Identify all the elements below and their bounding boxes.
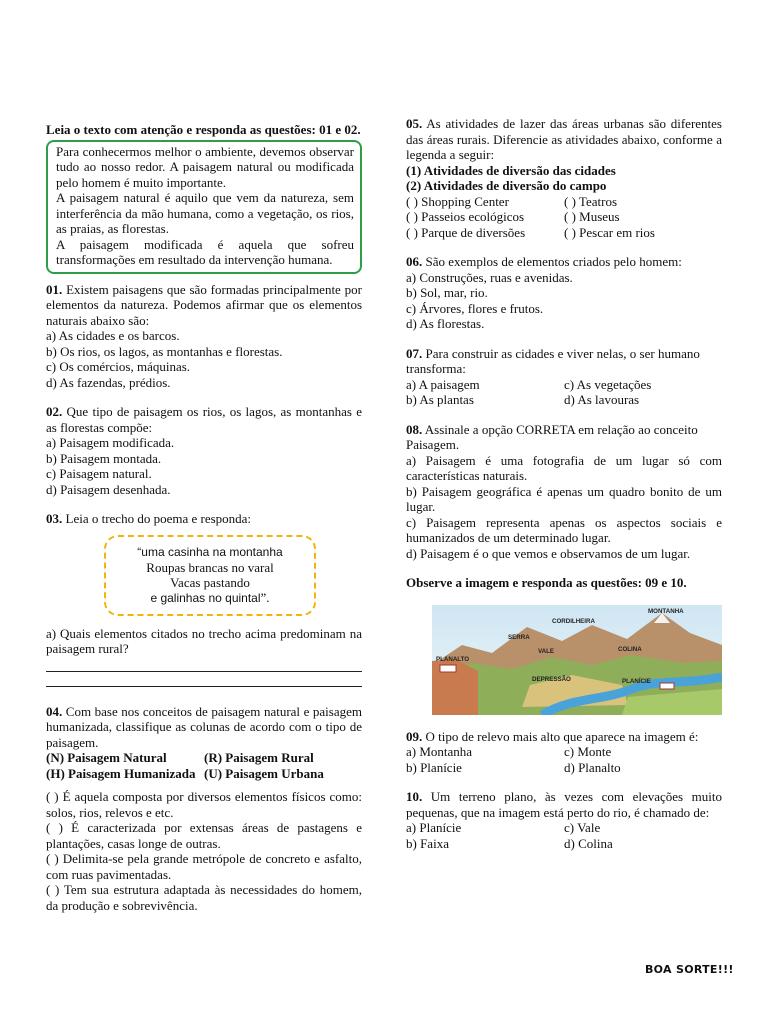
question-04-stem — [46, 704, 362, 751]
option: c) Monte — [564, 744, 612, 759]
question-10-stem — [406, 789, 722, 820]
activity-item: ( ) Passeios ecológicos — [406, 209, 525, 224]
question-08 — [406, 422, 722, 562]
legend-item: (2) Atividades de diversão do campo — [406, 178, 607, 193]
option: c) Os comércios, máquinas. — [46, 359, 191, 374]
label-colina: COLINA — [618, 645, 642, 653]
poem-line — [112, 590, 308, 606]
classify-item: ( ) Delimita-se pela grande metrópole de concreto e asfalto, com ruas pavimentadas. — [46, 851, 362, 882]
option: b) As plantas — [406, 392, 474, 407]
intro-instruction: Leia o texto com atenção e responda as questões: 01 e 02. — [46, 122, 361, 137]
relief-illustration — [432, 605, 722, 715]
activity-item: ( ) Pescar em rios — [564, 224, 655, 240]
legend-item: (H) Paisagem Humanizada — [46, 765, 196, 781]
option-row — [406, 820, 722, 836]
option: b) Os rios, os lagos, as montanhas e florestas. — [46, 343, 283, 359]
answer-line[interactable] — [46, 672, 362, 687]
option: b) Planície — [406, 759, 462, 775]
option-row — [406, 377, 722, 393]
poem-line-part: ”. — [260, 589, 270, 605]
activity-item: ( ) Parque de diversões — [406, 224, 526, 240]
option: b) Faixa — [406, 835, 449, 851]
legend-item: (R) Paisagem Rural — [204, 750, 314, 765]
option: a) Construções, ruas e avenidas. — [406, 269, 573, 285]
question-text: Existem paisagens que são formadas principalmente por elementos da natureza. Podemos afirmar que os elementos naturais abaixo são: — [46, 281, 362, 328]
activity-row — [406, 209, 722, 225]
question-text: São exemplos de elementos criados pelo homem: — [422, 254, 682, 269]
option: c) Árvores, flores e frutos. — [406, 300, 544, 316]
option-row — [406, 760, 722, 776]
question-01-stem — [46, 282, 362, 329]
option: a) Paisagem é uma fotografia de um lugar só com características naturais. — [406, 452, 722, 483]
option: c) Paisagem natural. — [46, 466, 152, 481]
option: b) Sol, mar, rio. — [406, 285, 488, 300]
question-number: 04. — [46, 703, 63, 719]
answer-line[interactable] — [46, 657, 362, 672]
classify-item: ( ) É aquela composta por diversos elementos físicos como: solos, rios, relevos e etc. — [46, 789, 362, 820]
question-text: As atividades de lazer das áreas urbanas são diferentes das áreas rurais. Diferencie as atividades abaixo, conforme a legenda a seguir: — [406, 116, 722, 162]
good-luck-footer: BOA SORTE!!! — [645, 963, 734, 976]
question-09-stem — [406, 729, 722, 745]
observe-instruction: Observe a imagem e responda as questões: 09 e 10. — [406, 575, 687, 590]
question-number: 10. — [406, 789, 423, 804]
label-serra: SERRA — [508, 633, 530, 641]
question-06 — [406, 254, 722, 332]
house-icon — [660, 683, 674, 689]
option: d) As florestas. — [406, 316, 485, 331]
question-07-stem — [406, 346, 722, 377]
option-row — [406, 744, 722, 760]
question-text: O tipo de relevo mais alto que aparece na imagem é: — [422, 728, 699, 744]
question-text: Assinale a opção CORRETA em relação ao conceito Paisagem. — [406, 421, 698, 452]
question-10 — [406, 789, 722, 851]
label-planicie: PLANÍCIE — [622, 677, 651, 685]
question-text: Para construir as cidades e viver nelas, o ser humano transforma: — [406, 345, 700, 376]
option: a) Montanha — [406, 744, 473, 759]
option: c) As vegetações — [564, 376, 652, 392]
poem-line-part: e galinhas no quintal — [150, 590, 261, 605]
option: a) A paisagem — [406, 376, 480, 392]
poem-line: Vacas pastando — [170, 574, 250, 590]
question-02 — [46, 404, 362, 497]
option: a) Paisagem modificada. — [46, 435, 175, 450]
question-number: 06. — [406, 254, 423, 269]
label-depressao: DEPRESSÃO — [532, 675, 571, 683]
question-06-stem — [406, 254, 722, 270]
label-cordilheira: CORDILHEIRA — [552, 617, 595, 625]
legend-row — [46, 750, 362, 766]
option: c) Paisagem representa apenas os aspectos sociais e humanizados de um determinado lugar. — [406, 514, 722, 545]
label-planalto: PLANALTO — [436, 655, 470, 663]
question-text: Leia o trecho do poema e responda: — [62, 511, 252, 526]
option: b) Paisagem montada. — [46, 450, 162, 466]
question-03-prompt: a) Quais elementos citados no trecho acima predominam na paisagem rural? — [46, 625, 362, 656]
option: d) As lavouras — [564, 392, 640, 407]
question-03-stem — [46, 511, 362, 527]
left-column — [46, 122, 362, 913]
poem-line: “uma casinha na montanha — [137, 544, 283, 559]
house-icon — [440, 665, 456, 672]
legend-row — [46, 766, 362, 782]
legend-item: (U) Paisagem Urbana — [204, 765, 324, 781]
question-number: 03. — [46, 511, 63, 526]
right-column — [406, 116, 722, 851]
question-09 — [406, 729, 722, 776]
label-vale: VALE — [538, 647, 555, 655]
classify-item: ( ) É caracterizada por extensas áreas de pastagens e plantações, casas longe de outras. — [46, 820, 362, 851]
question-text: Um terreno plano, às vezes com elevações muito pequenas, que na imagem está perto do rio, é chamado de: — [406, 789, 722, 820]
reading-paragraph: A paisagem natural é aquilo que vem da natureza, sem interferência da mão humana, como a vegetação, os rios, as praias, as florestas. — [56, 190, 354, 236]
question-number: 09. — [406, 728, 423, 744]
option: a) As cidades e os barcos. — [46, 328, 180, 343]
question-number: 08. — [406, 421, 423, 437]
question-04 — [46, 704, 362, 914]
legend-item: (1) Atividades de diversão das cidades — [406, 162, 616, 178]
option: d) Planalto — [564, 759, 621, 775]
activity-item: ( ) Museus — [564, 209, 620, 224]
label-montanha: MONTANHA — [648, 607, 684, 615]
question-05 — [406, 116, 722, 240]
option-row — [406, 392, 722, 408]
question-05-stem — [406, 116, 722, 163]
activity-item: ( ) Teatros — [564, 193, 617, 209]
reading-paragraph: Para conhecermos melhor o ambiente, devemos observar tudo ao nosso redor. A paisagem natural ou modificada pelo homem é muito importante. — [56, 143, 354, 190]
question-number: 07. — [406, 345, 423, 361]
poem-line: Roupas brancas no varal — [146, 559, 274, 575]
option: b) Paisagem geográfica é apenas um quadro bonito de um lugar. — [406, 483, 722, 514]
question-text: Com base nos conceitos de paisagem natural e paisagem humanizada, classifique as colunas de acordo com o tipo de paisagem. — [46, 703, 362, 750]
poem-box — [104, 535, 316, 616]
activity-row — [406, 225, 722, 241]
legend-item: (N) Paisagem Natural — [46, 750, 167, 765]
option: d) As fazendas, prédios. — [46, 374, 171, 390]
option: d) Colina — [564, 835, 613, 851]
reading-paragraph: A paisagem modificada é aquela que sofreu transformações em resultado da intervenção humana. — [56, 236, 354, 267]
question-08-stem — [406, 422, 722, 453]
question-03 — [46, 511, 362, 687]
question-01 — [46, 282, 362, 391]
question-07 — [406, 346, 722, 408]
question-text: Que tipo de paisagem os rios, os lagos, as montanhas e as florestas compõe: — [46, 404, 362, 435]
activity-item: ( ) Shopping Center — [406, 193, 509, 209]
question-number: 01. — [46, 281, 63, 297]
activity-row — [406, 194, 722, 210]
option: d) Paisagem desenhada. — [46, 481, 171, 497]
reading-text-box — [46, 140, 362, 274]
option: c) Vale — [564, 820, 601, 835]
option: a) Planície — [406, 820, 462, 835]
option-row — [406, 836, 722, 852]
option: d) Paisagem é o que vemos e observamos de um lugar. — [406, 545, 691, 561]
classify-item: ( ) Tem sua estrutura adaptada às necessidades do homem, da produção e sobrevivência. — [46, 882, 362, 913]
question-number: 02. — [46, 404, 63, 419]
question-number: 05. — [406, 116, 423, 131]
question-02-stem — [46, 404, 362, 435]
